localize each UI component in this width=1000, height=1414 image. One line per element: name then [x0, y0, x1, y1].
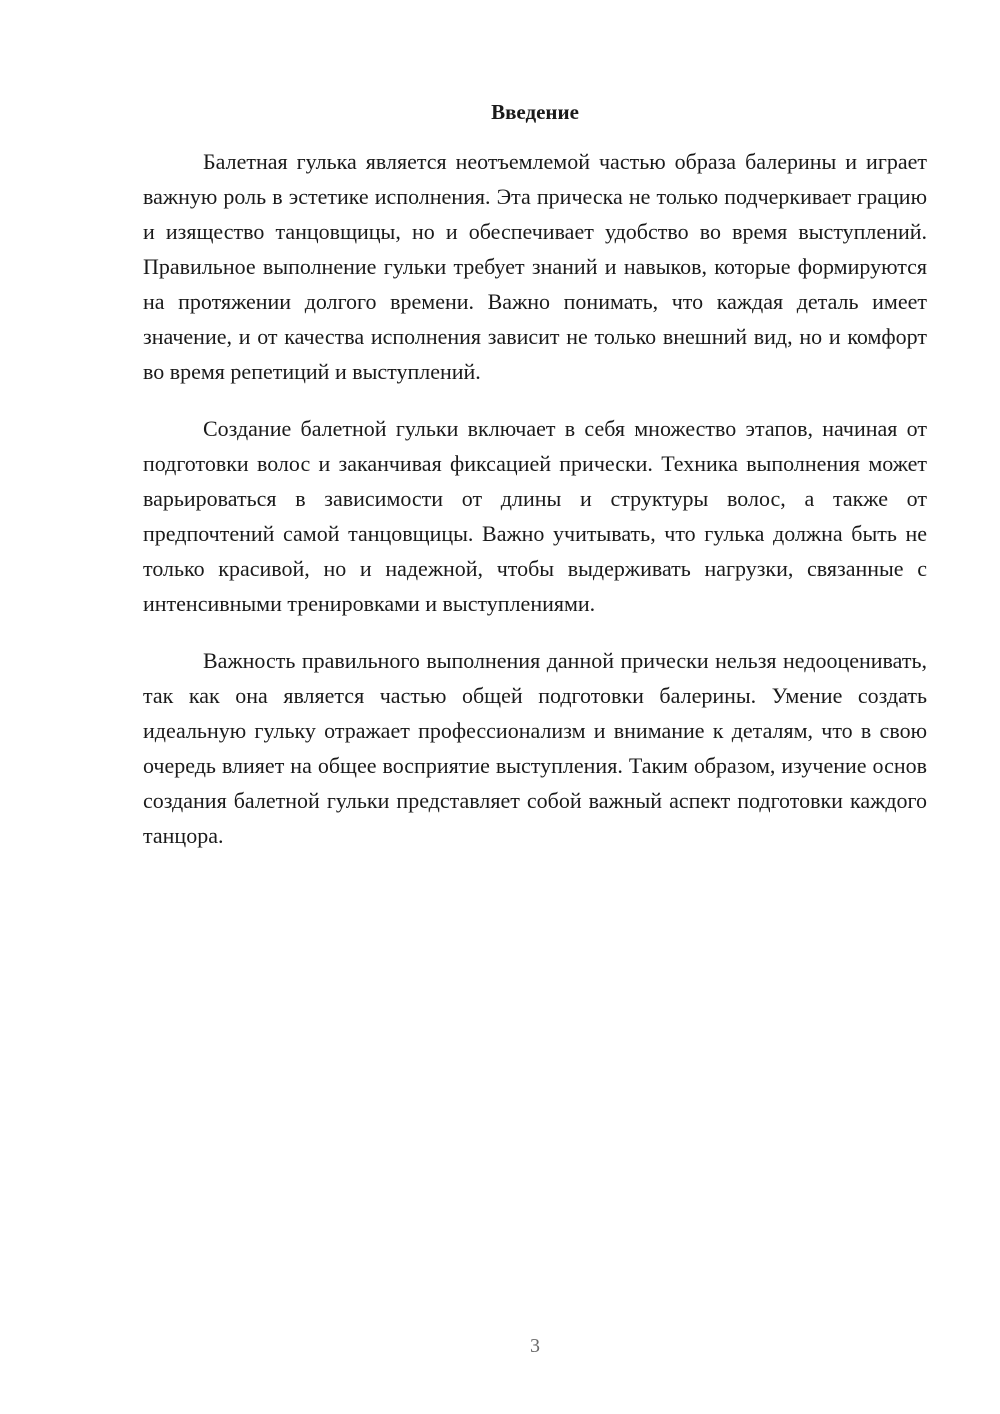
body-text: [143, 144, 927, 875]
page-number: 3: [530, 1335, 540, 1357]
paragraph-3: Важность правильного выполнения данной прически нельзя недооценивать, так как она является частью общей подготовки балерины. Умение создать идеальную гульку отражает профессионализм и внимание к деталям, что в свою очередь влияет на общее восприятие выступления. Таким образом, изучение основ создания балетной гульки представляет собой важный аспект подготовки каждого танцора.: [143, 648, 927, 848]
paragraph-2: Создание балетной гульки включает в себя множество этапов, начиная от подготовки волос и заканчивая фиксацией прически. Техника выполнения может варьироваться в зависимости от длины и структуры волос, а также от предпочтений самой танцовщицы. Важно учитывать, что гулька должна быть не только красивой, но и надежной, чтобы выдерживать нагрузки, связанные с интенсивными тренировками и выступлениями.: [143, 416, 927, 616]
section-heading: Введение: [491, 100, 579, 124]
paragraph-1: Балетная гулька является неотъемлемой частью образа балерины и играет важную роль в эстетике исполнения. Эта прическа не только подчеркивает грацию и изящество танцовщицы, но и обеспечивает удобство во время выступлений. Правильное выполнение гульки требует знаний и навыков, которые формируются на протяжении долгого времени. Важно понимать, что каждая деталь имеет значение, и от качества исполнения зависит не только внешний вид, но и комфорт во время репетиций и выступлений.: [143, 149, 927, 384]
